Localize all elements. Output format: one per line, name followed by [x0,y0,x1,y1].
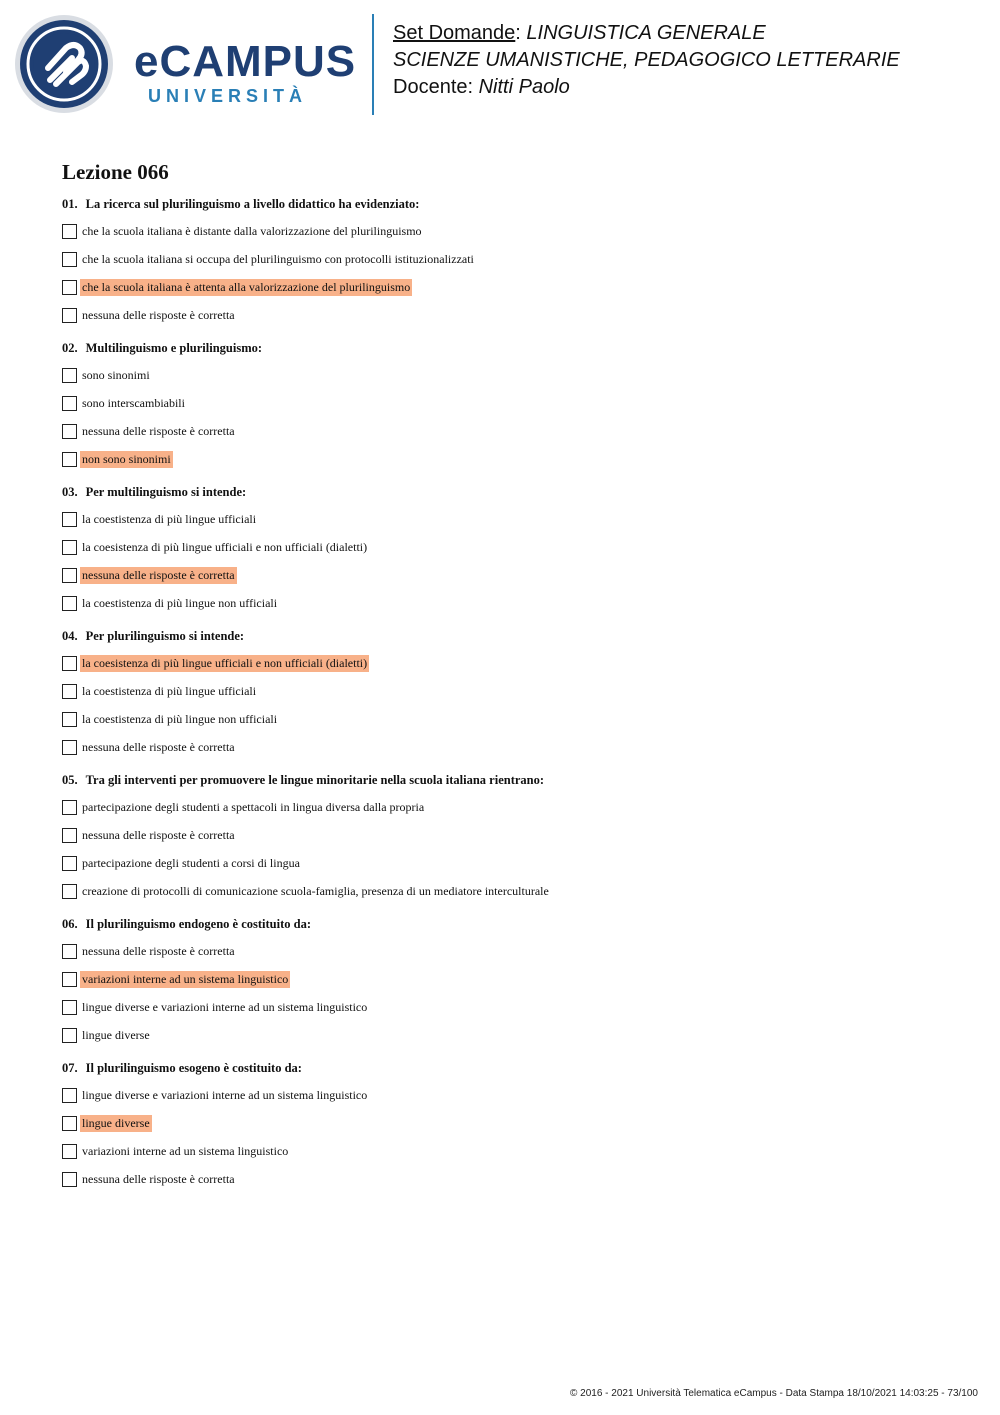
answer-text: partecipazione degli studenti a corsi di lingua [82,855,300,870]
answer-option[interactable] [62,1142,962,1160]
question-prompt: Il plurilinguismo esogeno è costituito da: [85,1061,302,1075]
answer-text: che la scuola italiana si occupa del plurilinguismo con protocolli istituzionalizzati [82,251,474,266]
question-number: 02. [62,341,78,355]
question-7 [62,1061,962,1188]
answer-option[interactable] [62,222,962,240]
question-text [62,341,962,356]
question-text [62,773,962,788]
teacher-label: Docente: [393,76,479,98]
answer-checkbox[interactable] [62,1172,77,1187]
answer-text: variazioni interne ad un sistema linguistico [82,1143,289,1158]
answer-option[interactable] [62,654,962,672]
answer-text: sono sinonimi [82,367,150,382]
question-number: 05. [62,773,78,787]
answer-option[interactable] [62,738,962,756]
answer-checkbox[interactable] [62,396,77,411]
answer-checkbox[interactable] [62,424,77,439]
logo-brand-text: eCAMPUS [134,37,357,86]
answer-checkbox[interactable] [62,828,77,843]
answer-checkbox[interactable] [62,568,77,583]
answer-option[interactable] [62,394,962,412]
answer-text: lingue diverse e variazioni interne ad un sistema linguistico [82,999,368,1014]
answer-option[interactable] [62,682,962,700]
course-info: Set Domande: LINGUISTICA GENERALE SCIENZE UMANISTICHE, PEDAGOGICO LETTERARIE Docente: Nitti Paolo [393,22,900,98]
faculty-name: SCIENZE UMANISTICHE, PEDAGOGICO LETTERARIE [393,49,900,71]
answer-option[interactable] [62,970,962,988]
answer-option[interactable] [62,594,962,612]
answer-text: la coestistenza di più lingue non ufficiali [82,595,278,610]
question-2 [62,341,962,468]
answer-checkbox[interactable] [62,452,77,467]
answer-text: la coestistenza di più lingue non ufficiali [82,711,278,726]
answer-option[interactable] [62,1026,962,1044]
answer-checkbox[interactable] [62,656,77,671]
answer-option[interactable] [62,710,962,728]
question-prompt: Tra gli interventi per promuovere le lingue minoritarie nella scuola italiana rientrano: [85,773,545,787]
set-label: Set Domande [393,22,516,44]
answer-text-highlighted: nessuna delle risposte è corretta [82,567,235,582]
answer-text-highlighted: variazioni interne ad un sistema linguistico [82,971,289,986]
answer-checkbox[interactable] [62,944,77,959]
answer-text: lingue diverse e variazioni interne ad un sistema linguistico [82,1087,368,1102]
question-3 [62,485,962,612]
answer-option[interactable] [62,566,962,584]
question-number: 04. [62,629,78,643]
answer-checkbox[interactable] [62,308,77,323]
question-number: 01. [62,197,78,211]
answer-option[interactable] [62,942,962,960]
question-1 [62,197,962,324]
answer-option[interactable] [62,250,962,268]
answer-option[interactable] [62,510,962,528]
question-text [62,485,962,500]
answer-checkbox[interactable] [62,1088,77,1103]
answer-checkbox[interactable] [62,512,77,527]
answer-checkbox[interactable] [62,224,77,239]
set-title: LINGUISTICA GENERALE [526,22,766,44]
page-header [0,0,1000,130]
answer-text-highlighted: lingue diverse [82,1115,150,1130]
question-prompt: Per plurilinguismo si intende: [85,629,245,643]
answer-option[interactable] [62,854,962,872]
answer-checkbox[interactable] [62,1000,77,1015]
answer-checkbox[interactable] [62,740,77,755]
answer-text: la coestistenza di più lingue ufficiali [82,511,257,526]
question-text [62,1061,962,1076]
answer-text: partecipazione degli studenti a spettacoli in lingua diversa dalla propria [82,799,425,814]
answer-option[interactable] [62,450,962,468]
question-text [62,629,962,644]
question-prompt: Per multilinguismo si intende: [85,485,247,499]
teacher-name: Nitti Paolo [478,76,570,98]
answer-option[interactable] [62,538,962,556]
answer-checkbox[interactable] [62,684,77,699]
answer-text: la coesistenza di più lingue ufficiali e non ufficiali (dialetti) [82,539,368,554]
question-prompt: Multilinguismo e plurilinguismo: [85,341,263,355]
answer-text-highlighted: che la scuola italiana è attenta alla valorizzazione del plurilinguismo [82,279,411,294]
question-number: 06. [62,917,78,931]
answer-checkbox[interactable] [62,1028,77,1043]
answer-text: nessuna delle risposte è corretta [82,943,235,958]
answer-text-highlighted: non sono sinonimi [82,451,171,466]
question-text [62,917,962,932]
question-6 [62,917,962,1044]
answer-text: nessuna delle risposte è corretta [82,423,235,438]
answer-option[interactable] [62,998,962,1016]
answer-text: la coestistenza di più lingue ufficiali [82,683,257,698]
answer-option[interactable] [62,422,962,440]
answer-checkbox[interactable] [62,800,77,815]
answer-text: nessuna delle risposte è corretta [82,827,235,842]
question-4 [62,629,962,756]
answer-checkbox[interactable] [62,1144,77,1159]
answer-checkbox[interactable] [62,540,77,555]
question-5 [62,773,962,900]
answer-checkbox[interactable] [62,856,77,871]
answer-checkbox[interactable] [62,884,77,899]
answer-checkbox[interactable] [62,1116,77,1131]
question-list [62,197,962,1188]
question-set [62,160,962,1205]
answer-option[interactable] [62,366,962,384]
ecampus-emblem-icon [14,14,114,114]
answer-option[interactable] [62,1086,962,1104]
answer-text: creazione di protocolli di comunicazione scuola-famiglia, presenza di un mediatore interculturale [82,883,549,898]
answer-checkbox[interactable] [62,972,77,987]
question-prompt: Il plurilinguismo endogeno è costituito da: [85,917,311,931]
question-prompt: La ricerca sul plurilinguismo a livello didattico ha evidenziato: [85,197,420,211]
answer-option[interactable] [62,826,962,844]
answer-text: nessuna delle risposte è corretta [82,739,235,754]
answer-checkbox[interactable] [62,368,77,383]
answer-text: che la scuola italiana è distante dalla valorizzazione del plurilinguismo [82,223,422,238]
ecampus-logo [14,14,359,116]
question-text [62,197,962,212]
question-number: 07. [62,1061,78,1075]
answer-option[interactable] [62,1170,962,1188]
answer-option[interactable] [62,1114,962,1132]
answer-text: lingue diverse [82,1027,150,1042]
answer-checkbox[interactable] [62,596,77,611]
page-footer: © 2016 - 2021 Università Telematica eCampus - Data Stampa 18/10/2021 14:03:25 - 73/100 [570,1388,978,1399]
answer-option[interactable] [62,278,962,296]
answer-text-highlighted: la coesistenza di più lingue ufficiali e non ufficiali (dialetti) [82,655,368,670]
answer-text: nessuna delle risposte è corretta [82,307,235,322]
answer-option[interactable] [62,882,962,900]
answer-option[interactable] [62,798,962,816]
answer-text: nessuna delle risposte è corretta [82,1171,235,1186]
answer-checkbox[interactable] [62,280,77,295]
logo-sub-text: UNIVERSITÀ [148,86,308,106]
question-number: 03. [62,485,78,499]
answer-text: sono interscambiabili [82,395,185,410]
answer-checkbox[interactable] [62,712,77,727]
answer-option[interactable] [62,306,962,324]
header-divider [372,14,374,115]
lesson-title: Lezione 066 [62,160,169,184]
answer-checkbox[interactable] [62,252,77,267]
